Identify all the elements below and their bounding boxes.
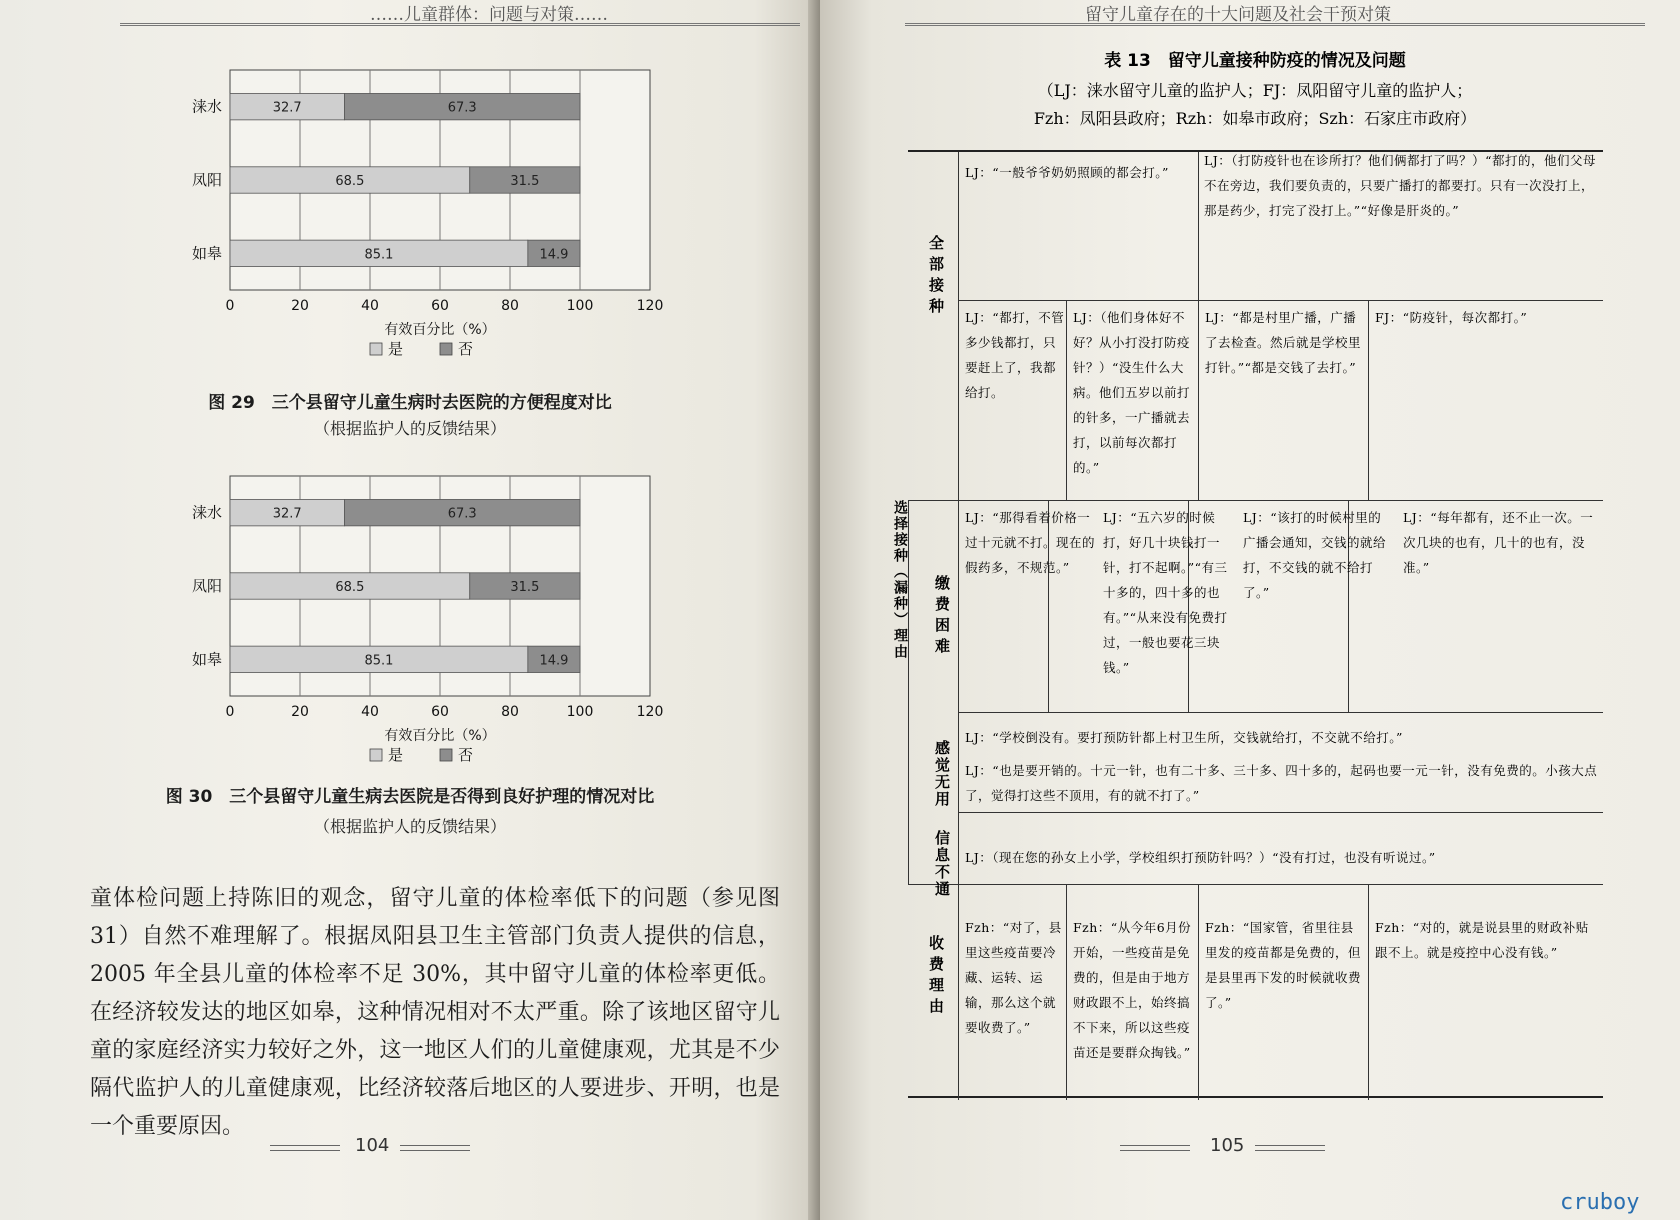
category-label: 涞水	[191, 97, 222, 116]
figure-29-chart	[180, 60, 720, 380]
table-rule	[958, 812, 1603, 813]
table-rule	[1368, 300, 1369, 500]
data-label: 67.3	[447, 506, 477, 522]
data-label: 14.9	[539, 247, 569, 263]
data-label: 68.5	[335, 174, 365, 189]
legend-swatch	[440, 343, 452, 355]
category-label: 凤阳	[191, 577, 222, 595]
data-label: 68.5	[335, 580, 365, 595]
x-axis-label: 有效百分比（%）	[384, 322, 496, 338]
x-tick-label: 20	[291, 704, 309, 720]
table-cell: LJ：（他们身体好不好？从小打没打防疫针？）“没生什么大病。他们五岁以前打的针多，一广播就去打，以前每次都打的。”	[1073, 310, 1191, 475]
table-note-line-1: （LJ：涞水留守儿童的监护人；FJ：凤阳留守儿童的监护人；	[1037, 81, 1473, 100]
category-charge-reason: 收费理由	[927, 935, 945, 1019]
right-running-head: 留守儿童存在的十大问题及社会干预对策	[905, 0, 1645, 26]
watermark: cruboy	[1560, 1190, 1640, 1215]
category-all-vaccinated: 全部接种	[927, 235, 945, 319]
table-cell: LJ：“每年都有，还不止一次。一次几块的也有，几十的也有，没准。”	[1403, 510, 1594, 575]
x-tick-label: 40	[361, 704, 379, 720]
chart-svg	[180, 466, 720, 786]
figure-30-chart	[180, 466, 720, 786]
x-tick-label: 0	[225, 704, 235, 720]
legend-label: 是	[388, 746, 404, 764]
table-cell: Fzh：“对了，县里这些疫苗要冷藏、运转、运输，那么这个就要收费了。”	[965, 920, 1062, 1035]
page-number-ornament	[270, 1145, 340, 1151]
table-cell: LJ：“都打，不管多少钱都打，只要赶上了，我都给打。	[965, 310, 1065, 400]
legend-label: 否	[458, 746, 474, 764]
table-cell: LJ：“五六岁的时候打，好几十块钱打一针，打不起啊。”“有三十多的，四十多的也有。”“从来没有免费打过，一般也要花三块钱。”	[1103, 510, 1228, 675]
table-rule	[958, 152, 959, 1100]
page-number-ornament	[1120, 1145, 1190, 1151]
table-rule	[1198, 152, 1199, 300]
legend-label: 否	[458, 340, 474, 358]
table-rule	[1066, 300, 1067, 500]
x-tick-label: 0	[225, 298, 235, 314]
data-label: 32.7	[272, 100, 302, 116]
data-label: 14.9	[539, 653, 569, 669]
figure-30-caption: 图 30 三个县留守儿童生病去医院是否得到良好护理的情况对比	[165, 787, 655, 807]
category-label: 如皋	[191, 244, 222, 263]
legend-label: 是	[388, 340, 404, 358]
figure-29-caption: 图 29 三个县留守儿童生病时去医院的方便程度对比	[208, 393, 612, 413]
data-label: 32.7	[272, 506, 302, 522]
data-label: 85.1	[364, 247, 394, 263]
body-paragraph: 童体检问题上持陈旧的观念，留守儿童的体检率低下的问题（参见图31）自然不难理解了。根据凤阳县卫生主管部门负责人提供的信息，2005 年全县儿童的体检率不足 30%，其中留守儿童的体检率更低。在经济较发达的地区如皋，这种情况相对不太严重。除了该地区留守儿童的家庭经济实力较好之外，这一地区人们的儿童健康观，尤其是不少隔代监护人的儿童健康观，比经济较落后地区的人要进步、开明，也是一个重要原因。	[90, 886, 780, 1139]
x-tick-label: 120	[636, 704, 664, 720]
category-selective-reason: 选择接种（漏种）理由	[892, 500, 908, 660]
page-number-ornament	[400, 1145, 470, 1151]
category-label: 涞水	[191, 503, 222, 522]
table-cell: Fzh：“对的，就是说县里的财政补贴跟不上。就是疫控中心没有钱。”	[1375, 920, 1589, 960]
table-cell: LJ：“一般爷爷奶奶照顾的都会打。”	[965, 165, 1169, 180]
category-info-blocked: 信息不通	[933, 830, 951, 898]
x-tick-label: 120	[636, 298, 664, 314]
table-rule	[1066, 884, 1067, 1100]
data-label: 67.3	[447, 100, 477, 116]
category-label: 如皋	[191, 650, 222, 669]
data-label: 31.5	[510, 174, 540, 189]
page-number-right: 105	[1210, 1135, 1245, 1156]
category-fee-difficulty: 缴费困难	[933, 575, 951, 659]
x-tick-label: 20	[291, 298, 309, 314]
x-tick-label: 100	[566, 298, 594, 314]
page-number-left: 104	[355, 1135, 390, 1156]
table-rule	[1198, 300, 1199, 500]
table-cell: Fzh：“国家管，省里往县里发的疫苗都是免费的，但是县里再下发的时候就收费了。”	[1205, 920, 1362, 1010]
category-feel-useless: 感觉无用	[933, 740, 951, 808]
legend-swatch	[370, 343, 382, 355]
x-tick-label: 80	[501, 298, 519, 314]
table-cell: LJ：“学校倒没有。要打预防针都上村卫生所，交钱就给打，不交就不给打。”	[965, 730, 1403, 745]
table-note-line-2: Fzh：凤阳县政府；Rzh：如皋市政府；Szh：石家庄市政府）	[1033, 109, 1477, 128]
table-rule	[908, 500, 1603, 501]
table-cell: LJ：（打防疫针也在诊所打？他们俩都打了吗？）“都打的，他们父母不在旁边，我们要负责的，只要广播打的都要打。只有一次没打上，那是药少，打完了没打上。”“好像是肝炎的。”	[1204, 153, 1596, 218]
left-page	[0, 0, 820, 1220]
figure-30-subcaption: （根据监护人的反馈结果）	[313, 817, 506, 836]
x-tick-label: 60	[431, 298, 449, 314]
category-label: 凤阳	[191, 171, 222, 189]
table-cell: LJ：（现在您的孙女上小学，学校组织打预防针吗？）“没有打过，也没有听说过。”	[965, 850, 1436, 865]
legend-swatch	[370, 749, 382, 761]
table-rule	[1368, 884, 1369, 1100]
table-rule	[908, 884, 1603, 885]
table-cell: FJ：“防疫针，每次都打。”	[1375, 310, 1528, 325]
table-cell: LJ：“也是要开销的。十元一针，也有二十多、三十多、四十多的，起码也要一元一针，没有免费的。小孩大点了，觉得打这些不顶用，有的就不打了。”	[965, 763, 1598, 803]
x-tick-label: 80	[501, 704, 519, 720]
x-tick-label: 60	[431, 704, 449, 720]
table-cell: LJ：“该打的时候村里的广播会通知，交钱的就给打，不交钱的就不给打了。”	[1243, 510, 1387, 600]
legend-swatch	[440, 749, 452, 761]
x-tick-label: 40	[361, 298, 379, 314]
x-tick-label: 100	[566, 704, 594, 720]
table-title: 表 13 留守儿童接种防疫的情况及问题	[1104, 51, 1406, 71]
table-cell: Fzh：“从今年6月份开始，一些疫苗是免费的，但是由于地方财政跟不上，始终搞不下来，所以这些疫苗还是要群众掏钱。”	[1073, 920, 1192, 1060]
table-rule	[958, 300, 1603, 301]
table-cell: LJ：“都是村里广播，广播了去检查。然后就是学校里打针。”“都是交钱了去打。”	[1205, 310, 1362, 375]
data-label: 85.1	[364, 653, 394, 669]
chart-svg	[180, 60, 720, 380]
figure-29-subcaption: （根据监护人的反馈结果）	[313, 419, 506, 438]
table-cell: LJ：“那得看着价格一过十元就不打。现在的假药多，不规范。”	[965, 510, 1096, 575]
data-label: 31.5	[510, 580, 540, 595]
table-rule	[958, 712, 1603, 713]
page-number-ornament	[1255, 1145, 1325, 1151]
x-axis-label: 有效百分比（%）	[384, 728, 496, 744]
table-rule	[1198, 884, 1199, 1100]
left-running-head: ……儿童群体：问题与对策……	[120, 0, 800, 26]
